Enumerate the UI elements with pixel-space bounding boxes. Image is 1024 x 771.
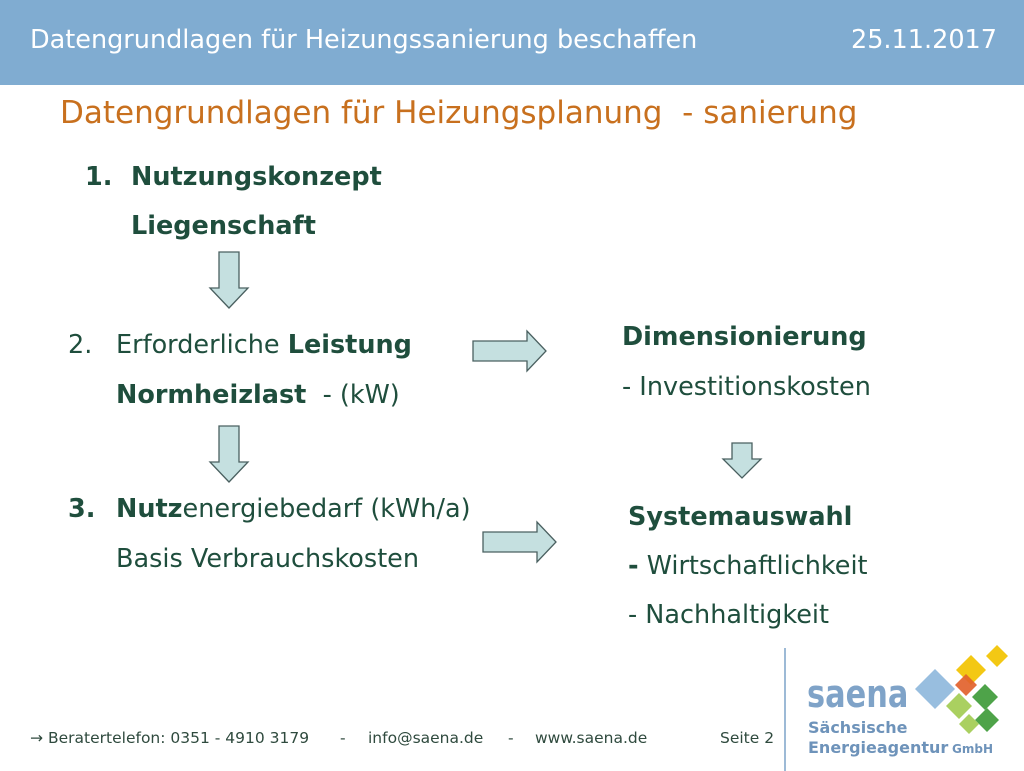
step-subtitle xyxy=(116,380,400,410)
header-date: 25.11.2017 xyxy=(850,25,997,55)
step-title-text: Erforderliche xyxy=(116,330,288,360)
footer-website-link[interactable]: www.saena.de xyxy=(535,729,648,747)
header-title: Datengrundlagen für Heizungssanierung beschaffen xyxy=(30,25,698,55)
step-title-emphasis: Leistung xyxy=(287,330,412,360)
step-number: 2. xyxy=(68,330,93,360)
outcome-heading: Systemauswahl xyxy=(628,502,853,532)
page-number: Seite 2 xyxy=(720,729,775,747)
step-subtitle: Basis Verbrauchskosten xyxy=(116,544,420,574)
footer-separator: - xyxy=(340,729,346,747)
footer-email-link[interactable]: info@saena.de xyxy=(368,729,484,747)
header-bar xyxy=(0,0,1024,85)
logo-line-2: Energieagentur xyxy=(808,738,949,757)
step-title-text: energiebedarf (kWh/a) xyxy=(182,494,471,524)
logo-suffix: GmbH xyxy=(952,742,993,756)
footer-divider xyxy=(784,648,786,771)
logo-diamonds-icon xyxy=(905,640,1017,736)
slide-title: Datengrundlagen für Heizungsplanung - sanierung xyxy=(60,95,858,131)
footer-phone: Beratertelefon: 0351 - 4910 3179 xyxy=(48,729,310,747)
logo-diamond-green xyxy=(972,684,998,710)
logo-diamond-light-green xyxy=(959,714,979,734)
step-subtitle-emphasis: Normheizlast xyxy=(116,380,307,410)
step-subtitle: Liegenschaft xyxy=(131,211,316,241)
arrow-down-icon xyxy=(209,251,249,310)
outcome-point xyxy=(628,551,868,581)
outcome-point: - Nachhaltigkeit xyxy=(628,600,829,630)
step-title xyxy=(116,330,412,360)
outcome-point-dash: - xyxy=(628,551,639,581)
logo-line-1: Sächsische xyxy=(808,718,908,737)
arrow-right-icon xyxy=(482,521,558,563)
outcome-point-text: Wirtschaftlichkeit xyxy=(638,551,868,581)
logo-wordmark: saena xyxy=(807,672,909,716)
arrow-right-icon xyxy=(472,330,548,372)
outcome-heading: Dimensionierung xyxy=(622,322,867,352)
logo-diamond-green xyxy=(975,708,999,732)
step-subtitle-text: - (kW) xyxy=(306,380,400,410)
arrow-down-icon xyxy=(209,425,249,484)
arrow-down-icon xyxy=(722,442,762,480)
outcome-point: - Investitionskosten xyxy=(622,372,871,402)
step-number: 1. xyxy=(85,162,113,192)
step-title: Nutzungskonzept xyxy=(131,162,382,192)
step-number: 3. xyxy=(68,494,96,524)
step-title-emphasis: Nutz xyxy=(116,494,183,524)
footer-separator: - xyxy=(508,729,514,747)
step-title xyxy=(116,494,471,524)
arrow-right-icon: → xyxy=(30,729,43,747)
logo-diamond-yellow xyxy=(986,645,1008,667)
